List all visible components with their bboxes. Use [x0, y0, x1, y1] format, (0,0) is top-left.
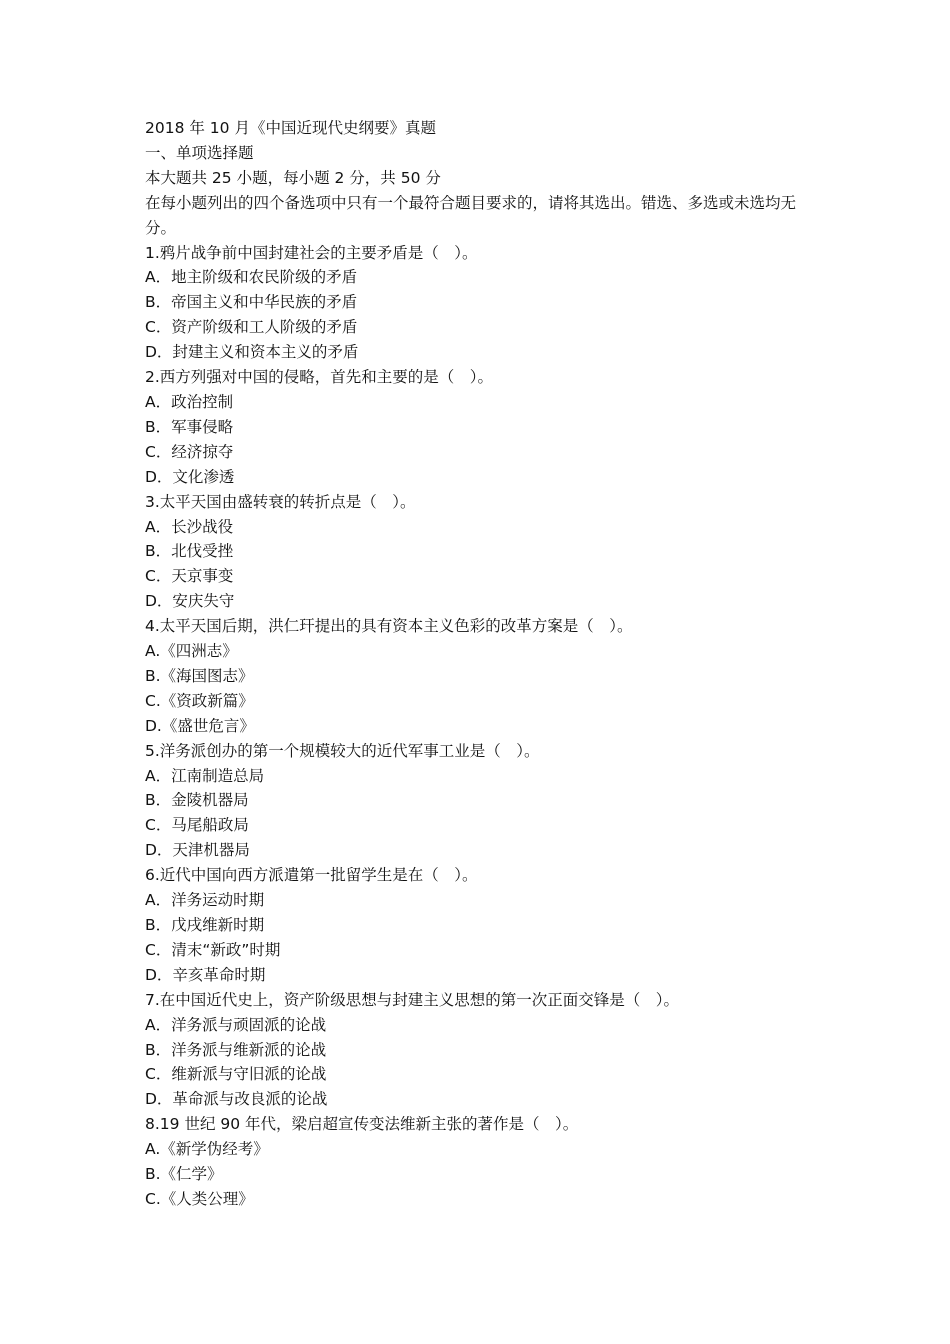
question-stem: 8.19 世纪 90 年代，梁启超宣传变法维新主张的著作是（ ）。: [145, 1115, 579, 1134]
answer-option: C.《资政新篇》: [145, 691, 254, 710]
answer-option: A．政治控制: [145, 392, 234, 411]
answer-option: D.《盛世危言》: [145, 716, 255, 735]
question-stem: 5.洋务派创办的第一个规模较大的近代军事工业是（ ）。: [145, 741, 540, 760]
answer-option: A.《四洲志》: [145, 642, 238, 661]
question-stem: 4.太平天国后期，洪仁玕提出的具有资本主义色彩的改革方案是（ ）。: [145, 617, 633, 636]
answer-option: D．安庆失守: [145, 592, 235, 611]
question-block: [145, 614, 815, 739]
answer-option: C．天京事变: [145, 567, 234, 586]
question-stem: 3.太平天国由盛转衰的转折点是（ ）。: [145, 492, 416, 511]
answer-option: A．洋务运动时期: [145, 891, 265, 910]
question-block: [145, 365, 815, 490]
answer-option: A．长沙战役: [145, 517, 234, 536]
answer-option: B．军事侵略: [145, 417, 234, 436]
question-stem: 2.西方列强对中国的侵略，首先和主要的是（ ）。: [145, 368, 494, 387]
answer-option: C．资产阶级和工人阶级的矛盾: [145, 318, 358, 337]
answer-option: C．经济掠夺: [145, 442, 234, 461]
answer-option: B．洋务派与维新派的论战: [145, 1040, 327, 1059]
answer-option: B.《海国图志》: [145, 666, 254, 685]
answer-option: A.《新学伪经考》: [145, 1140, 269, 1159]
answer-option: B.《仁学》: [145, 1165, 223, 1184]
question-stem: 7.在中国近代史上，资产阶级思想与封建主义思想的第一次正面交锋是（ ）。: [145, 990, 680, 1009]
question-block: [145, 739, 815, 864]
answer-option: C．马尾船政局: [145, 816, 249, 835]
question-list: [145, 241, 815, 1212]
question-block: [145, 988, 815, 1113]
section-instruction: 在每小题列出的四个备选项中只有一个最符合题目要求的，请将其选出。错选、多选或未选均无分。: [145, 193, 797, 237]
question-block: [145, 490, 815, 615]
question-stem: 1.鸦片战争前中国封建社会的主要矛盾是（ ）。: [145, 243, 478, 262]
answer-option: B．金陵机器局: [145, 791, 249, 810]
answer-option: A．洋务派与顽固派的论战: [145, 1015, 327, 1034]
question-block: [145, 241, 815, 366]
exam-title: 2018 年 10 月《中国近现代史纲要》真题: [145, 119, 436, 137]
section-info: 本大题共 25 小题，每小题 2 分，共 50 分: [145, 168, 441, 187]
answer-option: B．帝国主义和中华民族的矛盾: [145, 293, 358, 312]
section-heading: 一、单项选择题: [145, 143, 254, 162]
question-block: [145, 1112, 815, 1212]
answer-option: D．封建主义和资本主义的矛盾: [145, 343, 359, 362]
answer-option: D．辛亥革命时期: [145, 965, 266, 984]
answer-option: C.《人类公理》: [145, 1189, 254, 1208]
answer-option: D．天津机器局: [145, 841, 250, 860]
question-block: [145, 863, 815, 988]
question-stem: 6.近代中国向西方派遣第一批留学生是在（ ）。: [145, 866, 478, 885]
exam-content: [145, 116, 815, 1212]
answer-option: C．维新派与守旧派的论战: [145, 1065, 327, 1084]
answer-option: A．地主阶级和农民阶级的矛盾: [145, 268, 358, 287]
answer-option: C．清末“新政”时期: [145, 940, 281, 959]
answer-option: B．北伐受挫: [145, 542, 234, 561]
answer-option: B．戊戌维新时期: [145, 916, 265, 934]
answer-option: A．江南制造总局: [145, 766, 265, 785]
answer-option: D．革命派与改良派的论战: [145, 1090, 328, 1109]
answer-option: D．文化渗透: [145, 467, 235, 486]
